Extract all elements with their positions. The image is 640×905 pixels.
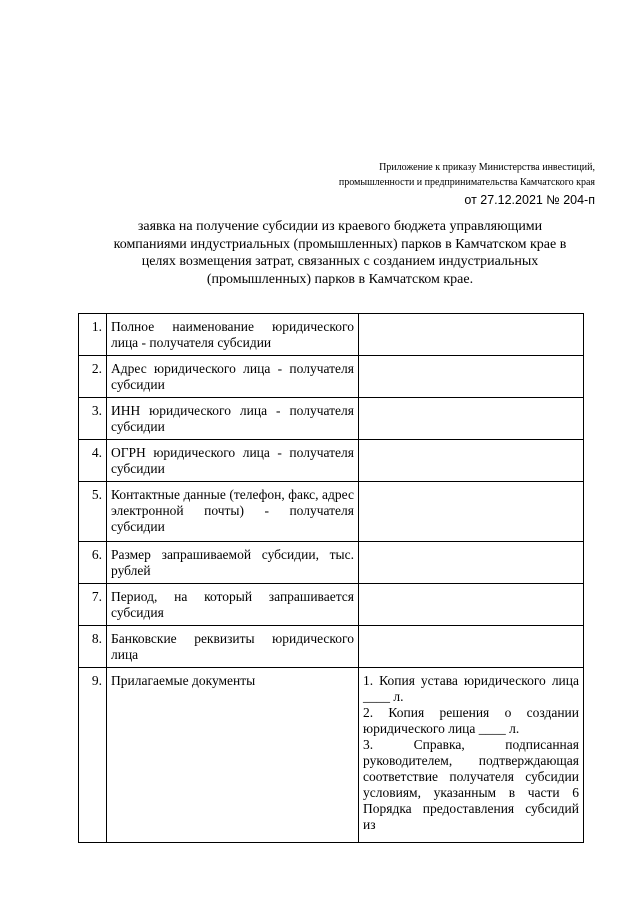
title-line-1: заявка на получение субсидии из краевого бюджета управляющими <box>137 219 543 234</box>
row-value-empty <box>359 398 584 440</box>
table-row <box>79 356 584 398</box>
attached-document-item: 3. Справка, подписанная руководителем, подтверждающая соответствие получателя субсидии условиям, указанным в части 6 Порядка предоставления субсидий из <box>363 737 579 832</box>
row-label: ИНН юридического лица - получателя субсидии <box>107 398 359 440</box>
row-value-empty <box>359 314 584 356</box>
title-line-2: компаниями индустриальных (промышленных) парков в Камчатском крае в <box>113 236 567 252</box>
row-number: 2. <box>79 356 107 398</box>
row-number: 9. <box>79 668 107 843</box>
row-number: 8. <box>79 626 107 668</box>
row-number: 4. <box>79 440 107 482</box>
application-table <box>78 313 584 843</box>
attached-document-item: 2. Копия решения о создании юридического лица ____ л. <box>363 705 579 736</box>
table-row <box>79 482 584 542</box>
row-number: 6. <box>79 542 107 584</box>
appendix-date-line: от 27.12.2021 № 204-п <box>464 193 595 207</box>
document-title <box>85 218 595 288</box>
row-number: 3. <box>79 398 107 440</box>
row-label: Адрес юридического лица - получателя субсидии <box>107 356 359 398</box>
table-row <box>79 440 584 482</box>
table-row <box>79 668 584 843</box>
row-label: Контактные данные (телефон, факс, адрес электронной почты) - получателя субсидии <box>107 482 359 542</box>
row-value-empty <box>359 542 584 584</box>
appendix-header <box>255 160 595 208</box>
table-row <box>79 584 584 626</box>
row-value-empty <box>359 626 584 668</box>
row-label: ОГРН юридического лица - получателя субсидии <box>107 440 359 482</box>
table-row <box>79 542 584 584</box>
row-value-empty <box>359 440 584 482</box>
row-label: Полное наименование юридического лица - получателя субсидии <box>107 314 359 356</box>
row-number: 5. <box>79 482 107 542</box>
row-label: Банковские реквизиты юридического лица <box>107 626 359 668</box>
row-value-empty <box>359 584 584 626</box>
row-label: Прилагаемые документы <box>107 668 359 843</box>
row-number: 7. <box>79 584 107 626</box>
table-row <box>79 626 584 668</box>
row-value-empty <box>359 482 584 542</box>
row-value-empty <box>359 356 584 398</box>
appendix-line-2: промышленности и предпринимательства Камчатского края <box>338 177 595 188</box>
row-label: Размер запрашиваемой субсидии, тыс. рублей <box>107 542 359 584</box>
table-row <box>79 314 584 356</box>
title-line-4: (промышленных) парков в Камчатском крае. <box>206 271 474 287</box>
attached-documents-list <box>359 668 584 843</box>
table-row <box>79 398 584 440</box>
row-number: 1. <box>79 314 107 356</box>
attached-document-item: 1. Копия устава юридического лица ____ л. <box>363 673 579 704</box>
title-line-3: целях возмещения затрат, связанных с созданием индустриальных <box>141 254 539 269</box>
appendix-line-1: Приложение к приказу Министерства инвестиций, <box>379 162 595 173</box>
row-label: Период, на который запрашивается субсидия <box>107 584 359 626</box>
